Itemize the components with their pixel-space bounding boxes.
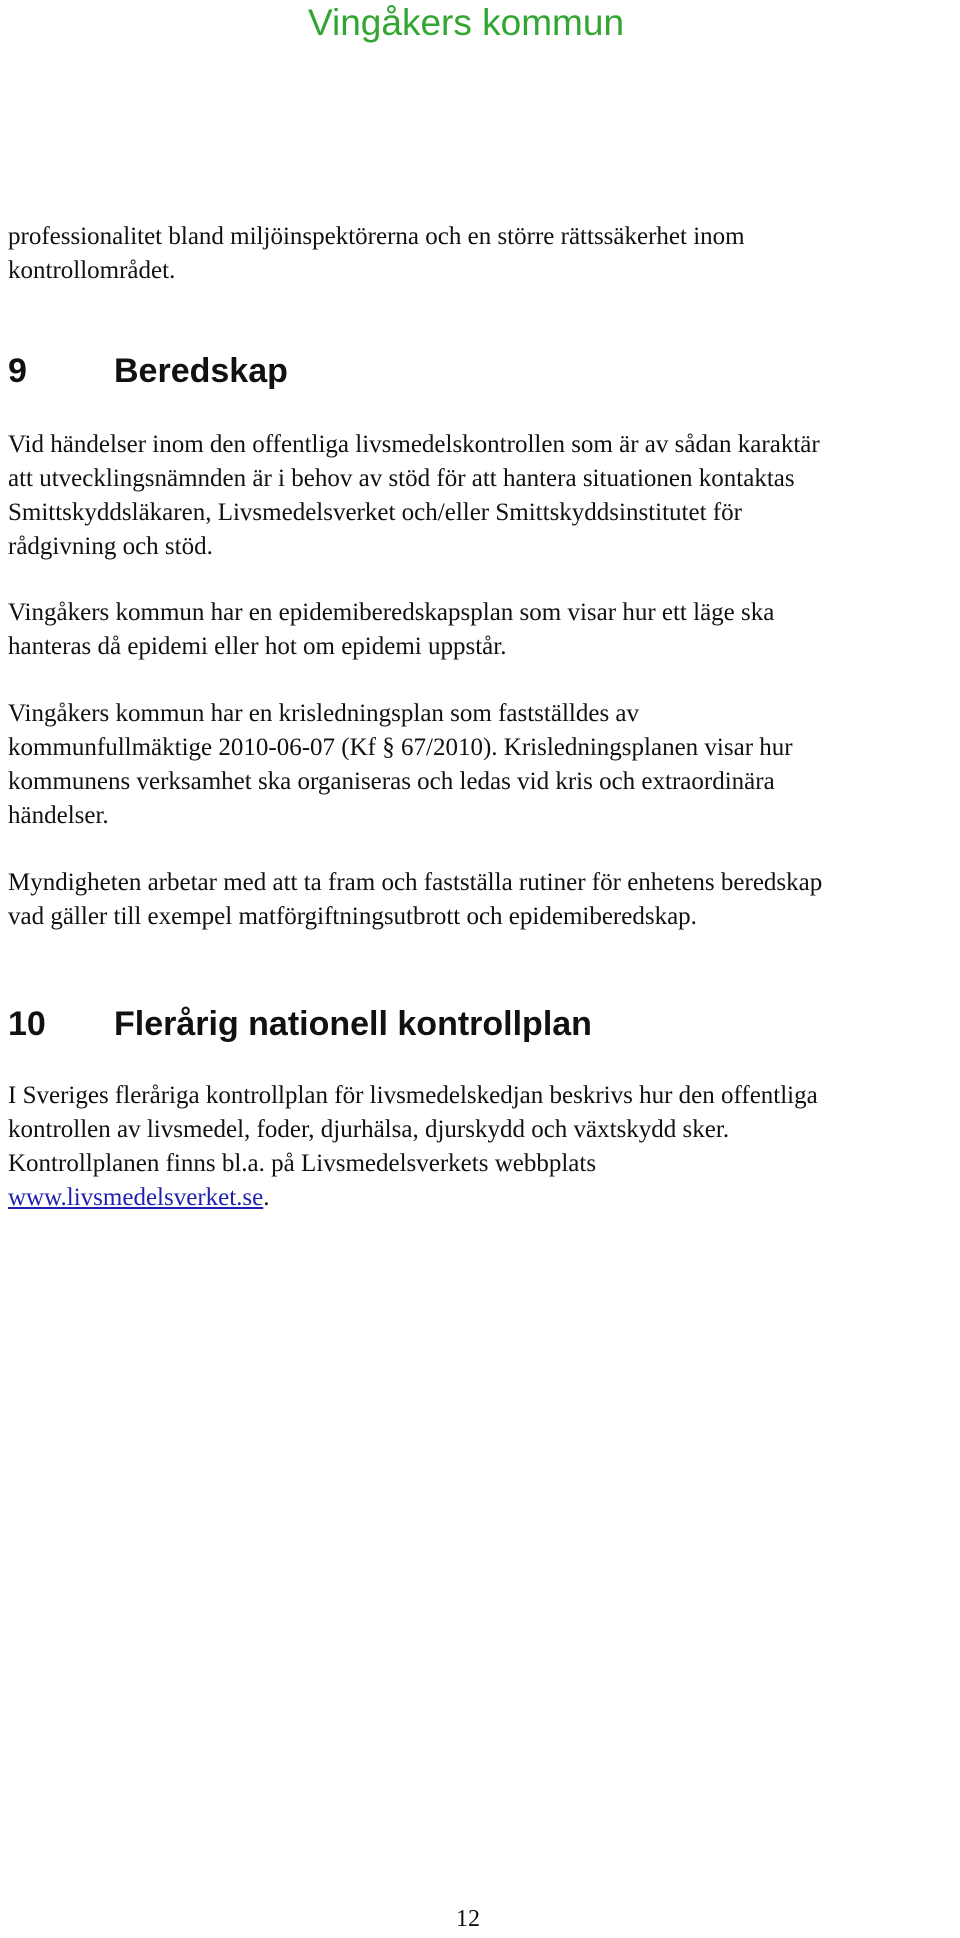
s9-p1-line-3: Smittskyddsläkaren, Livsmedelsverket och/eller Smittskyddsinstitutet för bbox=[8, 499, 742, 526]
s9-p4-line-1: Myndigheten arbetar med att ta fram och fastställa rutiner för enhetens beredskap bbox=[8, 869, 823, 896]
section-9-heading bbox=[8, 352, 288, 391]
section-10-paragraph-1 bbox=[8, 1079, 958, 1215]
s10-p1-line-3: Kontrollplanen finns bl.a. på Livsmedelsverkets webbplats bbox=[8, 1150, 597, 1177]
page-header-title: Vingåkers kommun bbox=[308, 2, 625, 43]
intro-line-2: kontrollområdet. bbox=[8, 257, 176, 284]
section-9-title: Beredskap bbox=[114, 352, 288, 390]
s9-p3-line-3: kommunens verksamhet ska organiseras och ledas vid kris och extraordinära bbox=[8, 768, 775, 795]
section-10-heading bbox=[8, 1005, 592, 1044]
s10-p1-line-1: I Sveriges fleråriga kontrollplan för livsmedelskedjan beskrivs hur den offentliga bbox=[8, 1082, 818, 1109]
intro-paragraph bbox=[8, 220, 958, 288]
s9-p3-line-1: Vingåkers kommun har en krisledningsplan som fastställdes av bbox=[8, 700, 640, 727]
section-9-paragraph-2 bbox=[8, 596, 958, 664]
s9-p2-line-2: hanteras då epidemi eller hot om epidemi uppstår. bbox=[8, 633, 507, 660]
s9-p3-line-4: händelser. bbox=[8, 802, 109, 829]
section-10-number: 10 bbox=[8, 1005, 46, 1043]
page-number: 12 bbox=[456, 1906, 480, 1932]
s9-p1-line-4: rådgivning och stöd. bbox=[8, 533, 213, 560]
section-9-paragraph-4 bbox=[8, 866, 958, 934]
section-9-paragraph-3 bbox=[8, 697, 958, 833]
section-10-title: Flerårig nationell kontrollplan bbox=[114, 1005, 592, 1043]
s10-p1-line-4 bbox=[8, 1181, 958, 1215]
link-trailing-period: . bbox=[263, 1184, 270, 1211]
s9-p1-line-2: att utvecklingsnämnden är i behov av stöd för att hantera situationen kontaktas bbox=[8, 465, 795, 492]
livsmedelsverket-link[interactable]: www.livsmedelsverket.se bbox=[8, 1184, 264, 1211]
s10-p1-line-2: kontrollen av livsmedel, foder, djurhälsa, djurskydd och växtskydd sker. bbox=[8, 1116, 730, 1143]
section-9-number: 9 bbox=[8, 352, 27, 390]
s9-p3-line-2: kommunfullmäktige 2010-06-07 (Kf § 67/2010). Krisledningsplanen visar hur bbox=[8, 734, 793, 761]
section-9-paragraph-1 bbox=[8, 428, 958, 564]
intro-line-1: professionalitet bland miljöinspektörerna och en större rättssäkerhet inom bbox=[8, 223, 745, 250]
s9-p4-line-2: vad gäller till exempel matförgiftningsutbrott och epidemiberedskap. bbox=[8, 903, 697, 930]
s9-p2-line-1: Vingåkers kommun har en epidemiberedskapsplan som visar hur ett läge ska bbox=[8, 599, 775, 626]
s9-p1-line-1: Vid händelser inom den offentliga livsmedelskontrollen som är av sådan karaktär bbox=[8, 431, 820, 458]
